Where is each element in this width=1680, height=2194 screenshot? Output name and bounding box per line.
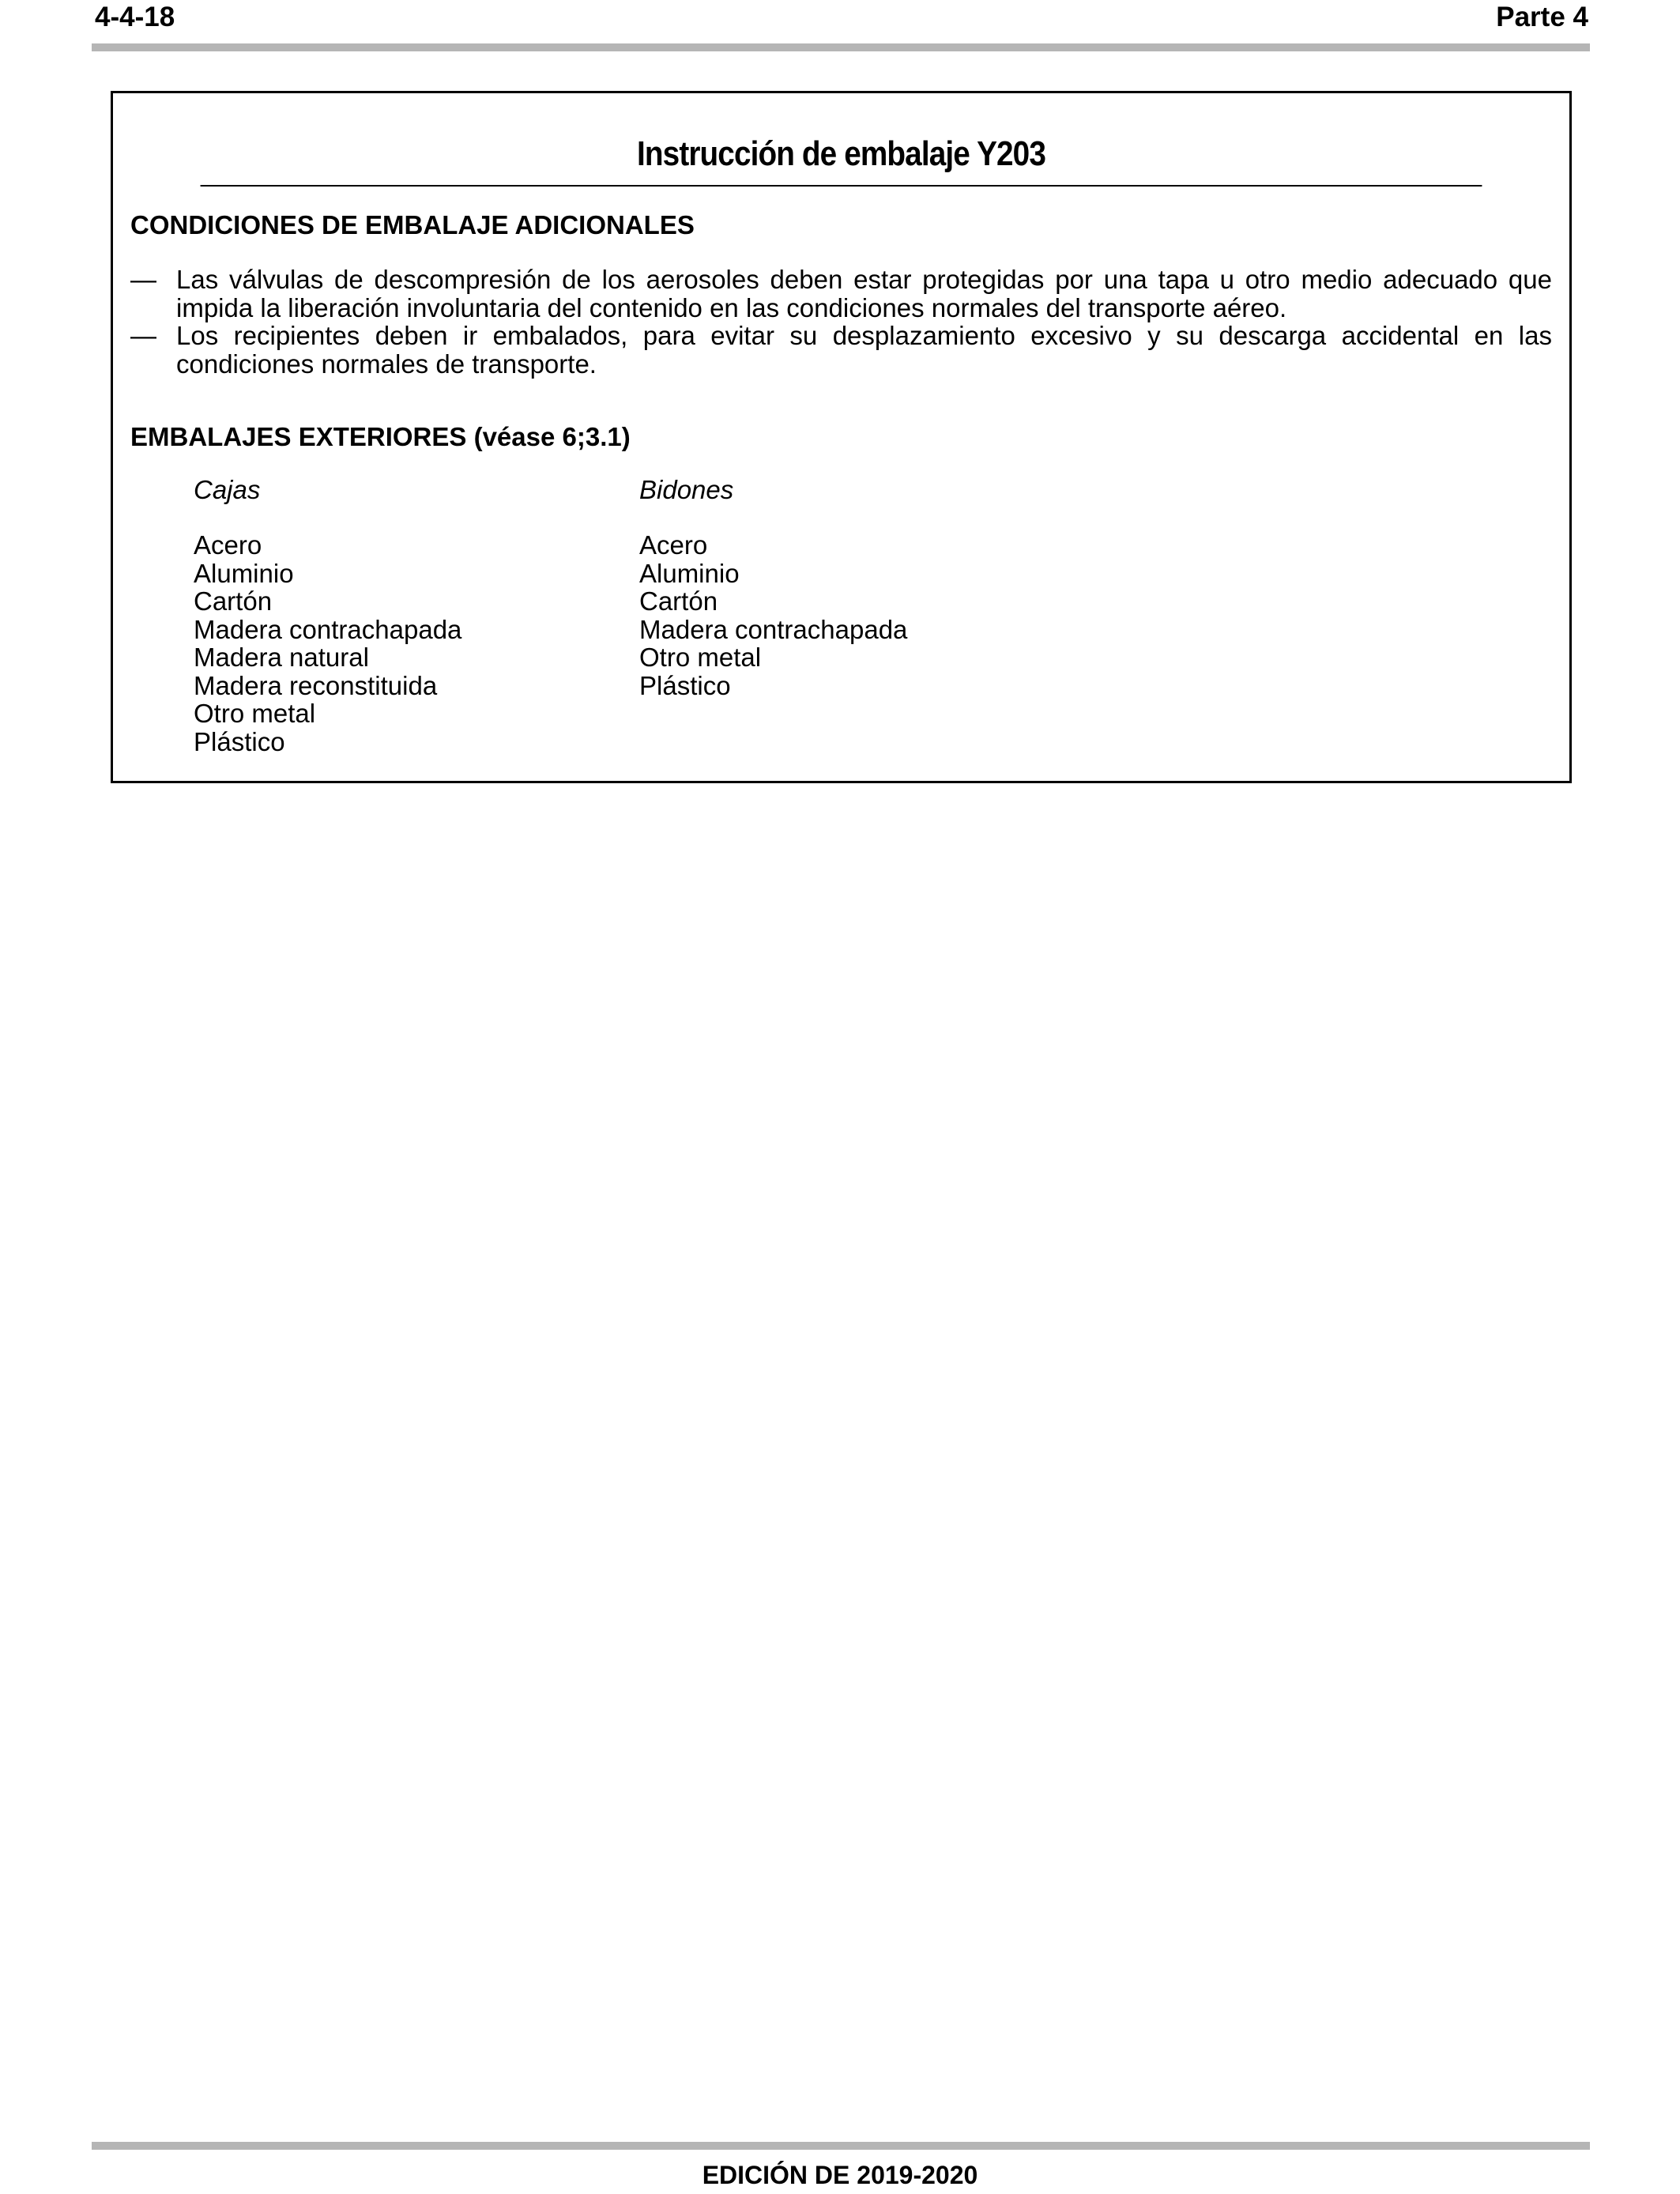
boxes-list: [194, 531, 461, 756]
condition-text: Los recipientes deben ir embalados, para evitar su desplazamiento excesivo y su descarga accidental en las condiciones normales de transporte.: [176, 321, 1552, 379]
page-number: 4-4-18: [95, 2, 175, 32]
column-title: Cajas: [194, 475, 261, 504]
list-item: Madera contrachapada: [194, 614, 462, 644]
additional-conditions-heading: CONDICIONES DE EMBALAJE ADICIONALES: [130, 210, 695, 239]
list-item: [130, 266, 1552, 322]
outer-packagings-columns: [130, 476, 1552, 760]
list-item: Cartón: [639, 586, 718, 616]
column-title: Bidones: [639, 475, 734, 504]
drums-column: [639, 476, 907, 699]
list-item: Plástico: [639, 670, 731, 700]
list-item: Madera contrachapada: [639, 614, 908, 644]
header-rule: [92, 43, 1590, 51]
list-item: Aluminio: [639, 558, 740, 588]
packing-instruction-box: [111, 91, 1572, 783]
condition-text: Las válvulas de descompresión de los aerosoles deben estar protegidas por una tapa u otro medio adecuado que impida la liberación involuntaria del contenido en las condiciones normales del transporte aéreo.: [176, 265, 1552, 322]
edition-label: EDICIÓN DE 2019-2020: [702, 2161, 978, 2189]
outer-packagings-heading: EMBALAJES EXTERIORES (véase 6;3.1): [130, 422, 631, 451]
list-item: Cartón: [194, 586, 273, 616]
part-label: Parte 4: [1496, 2, 1588, 32]
boxes-column: [194, 476, 461, 756]
list-item: Otro metal: [194, 699, 316, 728]
list-item: [130, 322, 1552, 378]
drums-list: [639, 531, 907, 699]
conditions-list: [130, 266, 1552, 378]
instruction-title: Instrucción de embalaje Y203: [201, 93, 1482, 187]
list-item: Acero: [194, 530, 262, 560]
dash-marker: —: [130, 265, 156, 294]
list-item: Madera reconstituida: [194, 670, 438, 700]
list-item: Acero: [639, 530, 708, 560]
footer-rule: [92, 2142, 1590, 2150]
dash-marker: —: [130, 321, 156, 350]
list-item: Plástico: [194, 726, 285, 756]
list-item: Aluminio: [194, 558, 294, 588]
list-item: Otro metal: [639, 643, 762, 672]
list-item: Madera natural: [194, 643, 369, 672]
instruction-body: [113, 210, 1569, 760]
